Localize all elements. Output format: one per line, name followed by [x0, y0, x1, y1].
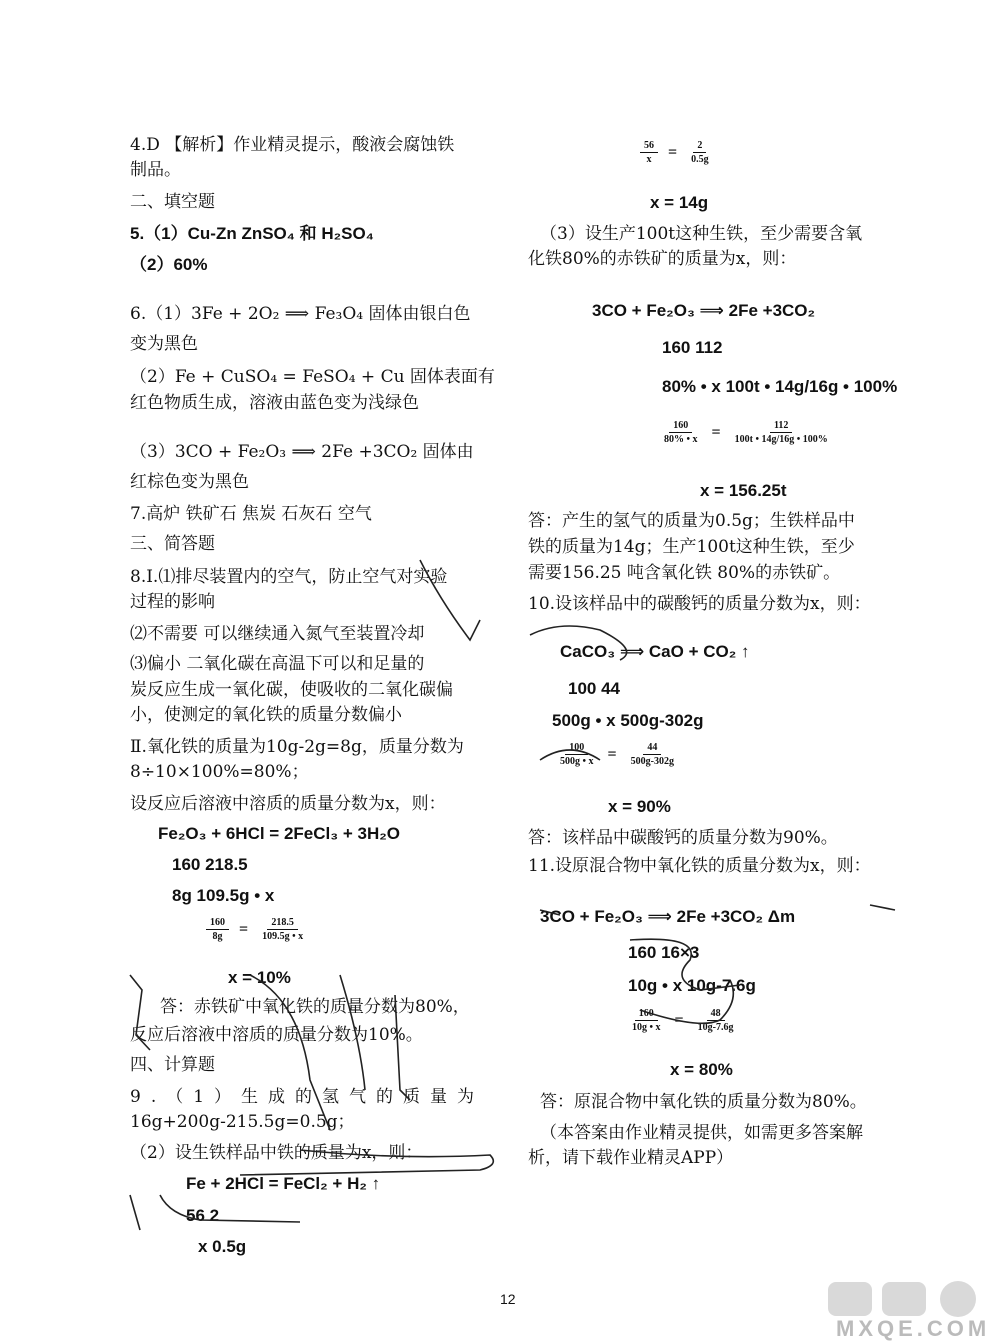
answer-8-II: Ⅱ.氧化铁的质量为10g-2g=8g，质量分数为 [130, 737, 464, 757]
frac-den: 10g-7.6g [697, 1022, 734, 1033]
answer-8-set-x: 设反应后溶液中溶质的质量分数为x，则： [130, 794, 446, 814]
answer-10-conclusion: 答：该样品中碳酸钙的质量分数为90%。 [528, 828, 838, 848]
ratio-row-9-3-2: 80% • x 100t • 14g/16g • 100% [662, 377, 898, 396]
ratio-row-10-2: 500g • x 500g-302g [552, 711, 704, 730]
answer-6-1: 6.（1）3Fe + 2O₂ ⟹ Fe₃O₄ 固体由银白色 [130, 304, 471, 324]
frac-num: 100 [565, 742, 588, 755]
answer-5-1: 5.（1）Cu-Zn ZnSO₄ 和 H₂SO₄ [130, 224, 374, 243]
ratio-row-9-2: x 0.5g [198, 1237, 247, 1256]
frac-den: 80% • x [664, 434, 698, 445]
answer-9-3: （3）设生产100t这种生铁，至少需要含氧 [540, 224, 863, 244]
answer-11: 11.设原混合物中氧化铁的质量分数为x，则： [528, 856, 871, 876]
answer-8-II-cont: 8÷10×100%=80%； [130, 762, 309, 782]
answer-9-3-cont: 化铁80%的赤铁矿的质量为x，则： [528, 249, 797, 269]
answer-8-3-cont1: 炭反应生成一氧化碳，使吸收的二氧化碳偏 [130, 680, 453, 700]
frac-num: 160 [669, 420, 692, 433]
frac-den: 500g-302g [630, 756, 674, 767]
answer-8-3-cont2: 小，使测定的氧化铁的质量分数偏小 [130, 705, 402, 725]
answer-9-conclusion-1: 答：产生的氢气的质量为0.5g；生铁样品中 [528, 511, 855, 531]
frac-num: 2 [693, 140, 706, 153]
equation-fe-hcl: Fe + 2HCl = FeCl₂ + H₂ ↑ [186, 1174, 381, 1193]
answer-4-line2: 制品。 [130, 160, 181, 180]
ratio-row-1: 160 218.5 [172, 855, 248, 874]
answer-6-1-cont: 变为黑色 [130, 334, 198, 354]
fraction-11: $\frac{160}{10g • x}$ = $\frac{48}{10g-7.6g}$ [628, 1008, 737, 1033]
answer-8-1-cont: 过程的影响 [130, 592, 215, 612]
frac-den: 8g [212, 931, 223, 942]
answer-6-3-cont: 红棕色变为黑色 [130, 472, 249, 492]
ratio-row-11-2: 10g • x 10g-7.6g [628, 976, 756, 995]
frac-num: 160 [206, 917, 229, 930]
ratio-row-2: 8g 109.5g • x [172, 886, 275, 905]
equation-11: 3CO + Fe₂O₃ ⟹ 2Fe +3CO₂ Δm [540, 907, 796, 926]
answer-9-1: 9.（1）生成的氢气的质量为 [130, 1087, 485, 1107]
ratio-row-9-1: 56 2 [186, 1206, 220, 1225]
answer-9-conclusion-3: 需要156.25 吨含氧化铁 80%的赤铁矿。 [528, 563, 841, 583]
watermark-text: MXQE.COM [836, 1316, 991, 1341]
ratio-row-10-1: 100 44 [568, 679, 620, 698]
footer-note-1: （本答案由作业精灵提供，如需更多答案解 [540, 1123, 863, 1143]
answer-8-3: ⑶偏小 二氧化碳在高温下可以和足量的 [130, 654, 425, 674]
answer-6-2: （2）Fe + CuSO₄ = FeSO₄ + Cu 固体表面有 [130, 367, 495, 387]
answer-8-conclusion-cont: 反应后溶液中溶质的质量分数为10%。 [130, 1025, 423, 1045]
result-x-14g: x = 14g [650, 193, 709, 212]
frac-num: 112 [770, 420, 792, 433]
equation-co-fe2o3: 3CO + Fe₂O₃ ⟹ 2Fe +3CO₂ [592, 301, 816, 320]
answer-9-1-cont: 16g+200g-215.5g=0.5g； [130, 1112, 355, 1132]
result-x-156: x = 156.25t [700, 481, 787, 500]
section-short-answer: 三、简答题 [130, 534, 215, 554]
fraction-9: $\frac{56}{x}$ = $\frac{2}{0.5g}$ [640, 140, 713, 165]
frac-den: 500g • x [560, 756, 594, 767]
frac-den: 100t • 14g/16g • 100% [734, 434, 828, 445]
answer-11-conclusion: 答：原混合物中氧化铁的质量分数为80%。 [540, 1092, 867, 1112]
answer-7: 7.高炉 铁矿石 焦炭 石灰石 空气 [130, 504, 372, 524]
answer-9-2: （2）设生铁样品中铁的质量为x，则： [130, 1143, 423, 1163]
ratio-row-11-1: 160 16×3 [628, 943, 700, 962]
frac-num: 48 [707, 1008, 725, 1021]
frac-den: 109.5g • x [262, 931, 304, 942]
answer-4-line1: 4.D 【解析】作业精灵提示，酸液会腐蚀铁 [130, 135, 455, 155]
answer-6-3: （3）3CO + Fe₂O₃ ⟹ 2Fe +3CO₂ 固体由 [130, 442, 474, 462]
fraction-10: $\frac{100}{500g • x}$ = $\frac{44}{500g-302g}$ [556, 742, 678, 767]
equation-caco3: CaCO₃ ⟹ CaO + CO₂ ↑ [560, 642, 750, 661]
fraction-9-3: $\frac{160}{80\% • x}$ = $\frac{112}{100t • 14g/16g • 100\%}$ [660, 420, 832, 445]
watermark-logo-icon [818, 1278, 994, 1318]
answer-6-2-cont: 红色物质生成，溶液由蓝色变为浅绿色 [130, 393, 419, 413]
frac-num: 218.5 [267, 917, 298, 930]
footer-note-2: 析，请下载作业精灵APP） [528, 1148, 734, 1168]
answer-5-2: （2）60% [130, 255, 208, 274]
result-x-90: x = 90% [608, 797, 671, 816]
frac-num: 44 [643, 742, 661, 755]
result-x-80: x = 80% [670, 1060, 733, 1079]
page-number: 12 [500, 1291, 516, 1307]
fraction-8: $\frac{160}{8g}$ = $\frac{218.5}{109.5g • x}$ [206, 917, 307, 942]
frac-den: x [646, 154, 652, 165]
equation-fe2o3-hcl: Fe₂O₃ + 6HCl = 2FeCl₃ + 3H₂O [158, 824, 400, 843]
section-calculation: 四、计算题 [130, 1055, 215, 1075]
frac-den: 10g • x [632, 1022, 661, 1033]
section-fill-in: 二、填空题 [130, 192, 215, 212]
answer-8-1: 8.Ⅰ.⑴排尽装置内的空气，防止空气对实验 [130, 567, 448, 587]
frac-num: 56 [640, 140, 658, 153]
answer-9-conclusion-2: 铁的质量为14g；生产100t这种生铁，至少 [528, 537, 855, 557]
frac-num: 160 [635, 1008, 658, 1021]
answer-10: 10.设该样品中的碳酸钙的质量分数为x，则： [528, 594, 871, 614]
answer-8-2: ⑵不需要 可以继续通入氮气至装置冷却 [130, 624, 425, 644]
result-x-10: x = 10% [228, 968, 291, 987]
answer-8-conclusion: 答：赤铁矿中氧化铁的质量分数为80%， [160, 997, 470, 1017]
ratio-row-9-3-1: 160 112 [662, 338, 723, 357]
frac-den: 0.5g [691, 154, 709, 165]
